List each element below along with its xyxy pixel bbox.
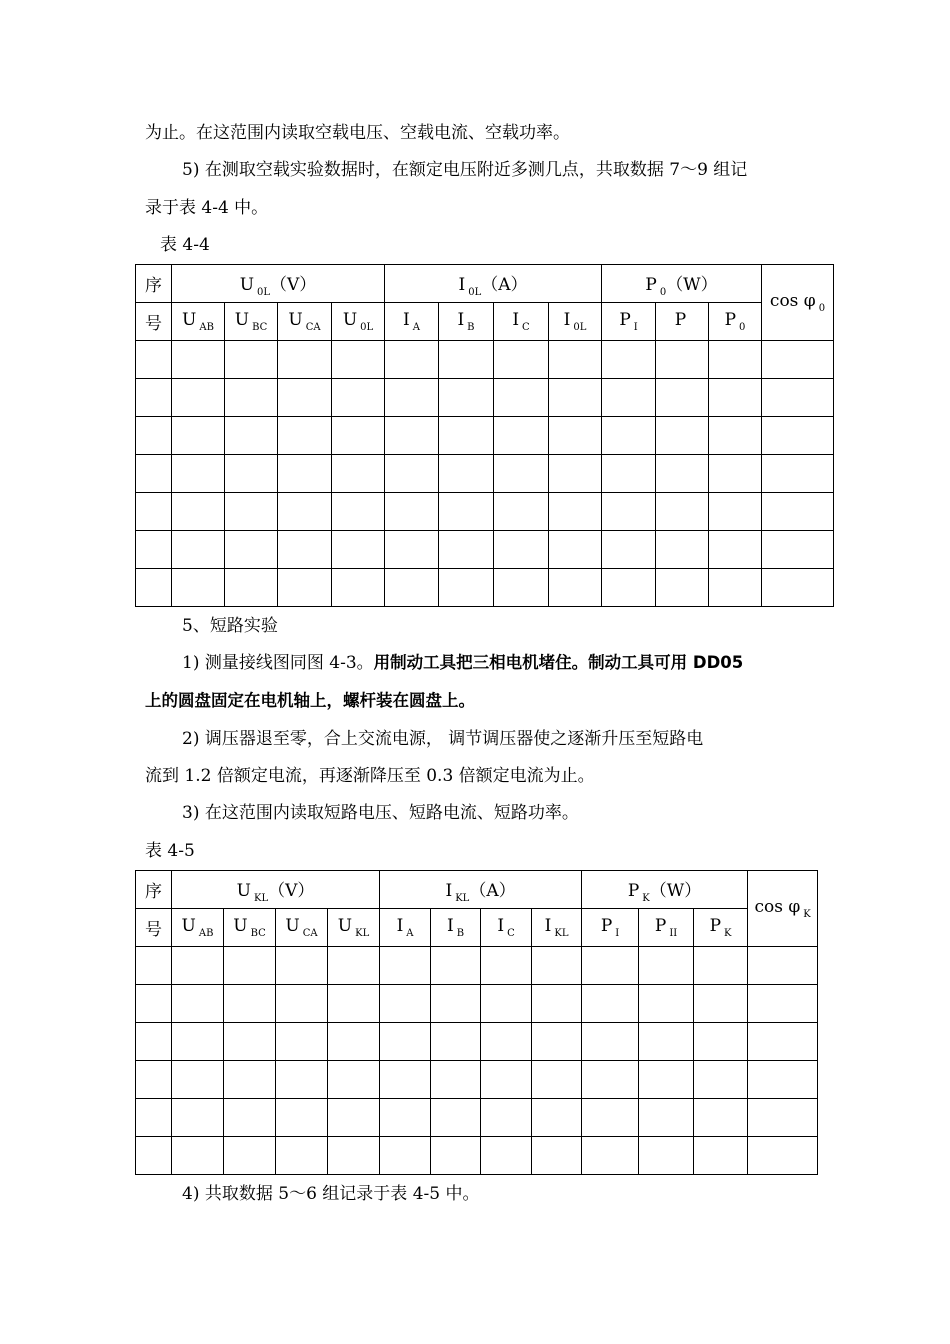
table-cell — [332, 455, 385, 493]
table-4-5 — [135, 870, 818, 1175]
table-row — [136, 985, 818, 1023]
column-header: P — [656, 303, 709, 341]
table-cell — [224, 985, 276, 1023]
paragraph-3-line-1: 1) 测量接线图同图 4-3。用制动工具把三相电机堵住。制动工具可用 DD05 — [182, 653, 744, 673]
table-cell — [439, 341, 494, 379]
table-cell — [172, 455, 225, 493]
table-cell — [332, 531, 385, 569]
table-cell — [225, 455, 278, 493]
table-cell — [276, 1137, 328, 1175]
table-cell — [332, 379, 385, 417]
table-cell — [136, 569, 172, 607]
table-cell — [380, 1099, 431, 1137]
table-cell — [481, 947, 532, 985]
table-cell — [582, 1137, 639, 1175]
table-cell — [762, 493, 834, 531]
table-cell — [582, 1099, 639, 1137]
column-header: I $_{KL}$ — [532, 909, 582, 947]
table-cell — [278, 341, 332, 379]
table-cell — [328, 947, 380, 985]
table-cell — [602, 569, 656, 607]
table-cell — [639, 985, 694, 1023]
table-cell — [431, 1137, 481, 1175]
table-cell — [136, 379, 172, 417]
table-cell — [549, 569, 602, 607]
table-cell — [276, 985, 328, 1023]
table-cell — [328, 1061, 380, 1099]
group-header-voltage: U $_{0L}$（V） — [172, 265, 385, 303]
table-cell — [332, 569, 385, 607]
table-cell — [602, 379, 656, 417]
column-header: U $_{AB}$ — [172, 909, 224, 947]
table-cell — [639, 1023, 694, 1061]
table-cell — [694, 1137, 748, 1175]
paragraph-2-line-2: 录于表 4-4 中。 — [145, 198, 269, 218]
table-cell — [582, 985, 639, 1023]
table-cell — [762, 531, 834, 569]
table-cell — [709, 379, 762, 417]
table-cell — [172, 569, 225, 607]
table-cell — [431, 947, 481, 985]
table-cell — [494, 379, 549, 417]
table-cell — [278, 531, 332, 569]
table-cell — [439, 455, 494, 493]
column-header: U $_{AB}$ — [172, 303, 225, 341]
table-cell — [439, 531, 494, 569]
table-cell — [709, 417, 762, 455]
paragraph-1: 为止。在这范围内读取空载电压、空载电流、空载功率。 — [145, 123, 570, 143]
table-cell — [762, 569, 834, 607]
table-row — [136, 1061, 818, 1099]
column-header: I $_C$ — [494, 303, 549, 341]
table-cell — [172, 947, 224, 985]
table-cell — [136, 985, 172, 1023]
table-4-4-caption: 表 4-4 — [160, 235, 210, 255]
table-cell — [136, 947, 172, 985]
table-cell — [762, 379, 834, 417]
table-cell — [431, 1099, 481, 1137]
table-cell — [494, 531, 549, 569]
table-cell — [136, 455, 172, 493]
table-cell — [639, 947, 694, 985]
table-cell — [656, 455, 709, 493]
table-cell — [136, 1061, 172, 1099]
table-cell — [582, 1023, 639, 1061]
column-header: U $_{CA}$ — [276, 909, 328, 947]
table-cell — [224, 1061, 276, 1099]
table-cell — [748, 1099, 818, 1137]
table-cell — [328, 1099, 380, 1137]
paragraph-3-line-2: 上的圆盘固定在电机轴上，螺杆装在圆盘上。 — [145, 691, 475, 710]
table-cell — [431, 1061, 481, 1099]
section-5-heading: 5、短路实验 — [182, 616, 278, 636]
table-cell — [385, 341, 439, 379]
paragraph-4-line-2: 流到 1.2 倍额定电流，再逐渐降压至 0.3 倍额定电流为止。 — [145, 766, 595, 786]
table-cell — [748, 985, 818, 1023]
table-cell — [172, 1061, 224, 1099]
table-row — [136, 379, 834, 417]
table-cell — [172, 379, 225, 417]
group-header-power: P $_0$（W） — [602, 265, 762, 303]
column-header: P $_K$ — [694, 909, 748, 947]
column-header: I $_B$ — [439, 303, 494, 341]
table-cell — [656, 569, 709, 607]
table-cell — [481, 985, 532, 1023]
table-cell — [224, 947, 276, 985]
table-cell — [380, 1061, 431, 1099]
table-row — [136, 341, 834, 379]
table-cell — [602, 417, 656, 455]
table-cell — [276, 1099, 328, 1137]
table-cell — [172, 1023, 224, 1061]
table-cell — [494, 493, 549, 531]
table-cell — [439, 493, 494, 531]
table-cell — [172, 417, 225, 455]
group-header-voltage: U $_{KL}$（V） — [172, 871, 380, 909]
table-cell — [762, 417, 834, 455]
table-cell — [278, 379, 332, 417]
table-cell — [136, 1137, 172, 1175]
column-header: U $_{KL}$ — [328, 909, 380, 947]
table-cell — [602, 531, 656, 569]
column-header: U $_{BC}$ — [224, 909, 276, 947]
table-cell — [136, 1099, 172, 1137]
table-cell — [172, 493, 225, 531]
table-cell — [748, 1061, 818, 1099]
table-row — [136, 569, 834, 607]
table-cell — [278, 455, 332, 493]
table-cell — [385, 379, 439, 417]
table-cell — [332, 493, 385, 531]
cos-phi-header: cos φ $_0$ — [762, 265, 834, 341]
table-cell — [276, 947, 328, 985]
table-cell — [431, 1023, 481, 1061]
table-cell — [656, 493, 709, 531]
seq-header-top: 序 — [136, 871, 172, 909]
table-cell — [582, 1061, 639, 1099]
table-cell — [549, 379, 602, 417]
table-cell — [328, 985, 380, 1023]
table-cell — [385, 569, 439, 607]
table-cell — [278, 569, 332, 607]
table-cell — [225, 531, 278, 569]
table-cell — [694, 1099, 748, 1137]
table-cell — [439, 569, 494, 607]
table-cell — [532, 1023, 582, 1061]
column-header: U $_{0L}$ — [332, 303, 385, 341]
column-header: P $_{II}$ — [639, 909, 694, 947]
table-cell — [332, 341, 385, 379]
table-cell — [709, 455, 762, 493]
seq-header-top: 序 — [136, 265, 172, 303]
table-cell — [172, 1099, 224, 1137]
table-cell — [385, 493, 439, 531]
table-cell — [639, 1099, 694, 1137]
table-cell — [276, 1023, 328, 1061]
table-cell — [172, 531, 225, 569]
table-cell — [532, 985, 582, 1023]
table-cell — [136, 341, 172, 379]
table-cell — [748, 1023, 818, 1061]
table-cell — [278, 493, 332, 531]
table-cell — [481, 1099, 532, 1137]
table-cell — [136, 493, 172, 531]
table-cell — [136, 417, 172, 455]
table-cell — [549, 417, 602, 455]
table-cell — [385, 417, 439, 455]
table-cell — [225, 569, 278, 607]
table-cell — [332, 417, 385, 455]
table-row — [136, 417, 834, 455]
table-cell — [136, 1023, 172, 1061]
table-row — [136, 1099, 818, 1137]
table-4-5-caption: 表 4-5 — [145, 841, 195, 861]
table-cell — [225, 417, 278, 455]
table-cell — [225, 379, 278, 417]
table-cell — [136, 531, 172, 569]
group-header-current: I $_{0L}$（A） — [385, 265, 602, 303]
table-cell — [225, 341, 278, 379]
column-header: P $_0$ — [709, 303, 762, 341]
seq-header-bottom: 号 — [136, 909, 172, 947]
seq-header-bottom: 号 — [136, 303, 172, 341]
table-cell — [709, 493, 762, 531]
table-cell — [481, 1023, 532, 1061]
table-cell — [709, 341, 762, 379]
table-cell — [694, 1061, 748, 1099]
table-cell — [762, 455, 834, 493]
table-cell — [656, 379, 709, 417]
paragraph-2-line-1: 5) 在测取空载实验数据时，在额定电压附近多测几点，共取数据 7～9 组记 — [182, 160, 748, 180]
table-cell — [385, 531, 439, 569]
table-cell — [694, 947, 748, 985]
table-cell — [328, 1137, 380, 1175]
column-header: I $_A$ — [380, 909, 431, 947]
table-cell — [494, 455, 549, 493]
table-cell — [172, 985, 224, 1023]
table-cell — [602, 455, 656, 493]
table-cell — [494, 569, 549, 607]
table-cell — [602, 341, 656, 379]
table-cell — [380, 1137, 431, 1175]
table-cell — [481, 1061, 532, 1099]
table-cell — [656, 531, 709, 569]
table-cell — [639, 1061, 694, 1099]
table-cell — [582, 947, 639, 985]
table-row — [136, 493, 834, 531]
paragraph-4-line-1: 2) 调压器退至零，合上交流电源， 调节调压器使之逐渐升压至短路电 — [182, 729, 704, 749]
table-4-4 — [135, 264, 834, 607]
column-header: P $_I$ — [582, 909, 639, 947]
table-cell — [224, 1023, 276, 1061]
column-header: P $_I$ — [602, 303, 656, 341]
column-header: I $_A$ — [385, 303, 439, 341]
group-header-current: I $_{KL}$（A） — [380, 871, 582, 909]
cos-phi-header: cos φ $_K$ — [748, 871, 818, 947]
table-cell — [549, 341, 602, 379]
table-cell — [224, 1137, 276, 1175]
column-header: I $_B$ — [431, 909, 481, 947]
column-header: I $_C$ — [481, 909, 532, 947]
table-cell — [549, 455, 602, 493]
table-cell — [172, 341, 225, 379]
table-cell — [481, 1137, 532, 1175]
table-cell — [494, 417, 549, 455]
table-row — [136, 947, 818, 985]
table-cell — [532, 1061, 582, 1099]
group-header-power: P $_K$（W） — [582, 871, 748, 909]
table-row — [136, 531, 834, 569]
table-cell — [278, 417, 332, 455]
table-cell — [380, 947, 431, 985]
table-cell — [439, 417, 494, 455]
table-cell — [385, 455, 439, 493]
table-cell — [431, 985, 481, 1023]
table-cell — [549, 493, 602, 531]
table-row — [136, 455, 834, 493]
table-cell — [494, 341, 549, 379]
table-cell — [276, 1061, 328, 1099]
table-cell — [380, 985, 431, 1023]
table-cell — [709, 569, 762, 607]
table-cell — [439, 379, 494, 417]
table-cell — [328, 1023, 380, 1061]
column-header: I $_{0L}$ — [549, 303, 602, 341]
paragraph-5: 3) 在这范围内读取短路电压、短路电流、短路功率。 — [182, 803, 579, 823]
column-header: U $_{BC}$ — [225, 303, 278, 341]
table-cell — [694, 1023, 748, 1061]
table-cell — [224, 1099, 276, 1137]
table-cell — [639, 1137, 694, 1175]
paragraph-6: 4) 共取数据 5～6 组记录于表 4-5 中。 — [182, 1184, 480, 1204]
table-cell — [709, 531, 762, 569]
table-cell — [172, 1137, 224, 1175]
table-cell — [380, 1023, 431, 1061]
table-cell — [549, 531, 602, 569]
column-header: U $_{CA}$ — [278, 303, 332, 341]
table-row — [136, 1137, 818, 1175]
table-cell — [748, 947, 818, 985]
table-cell — [532, 1099, 582, 1137]
table-cell — [656, 417, 709, 455]
table-cell — [694, 985, 748, 1023]
table-cell — [532, 1137, 582, 1175]
table-cell — [532, 947, 582, 985]
table-row — [136, 1023, 818, 1061]
table-cell — [656, 341, 709, 379]
table-cell — [762, 341, 834, 379]
table-cell — [225, 493, 278, 531]
table-cell — [602, 493, 656, 531]
table-cell — [748, 1137, 818, 1175]
